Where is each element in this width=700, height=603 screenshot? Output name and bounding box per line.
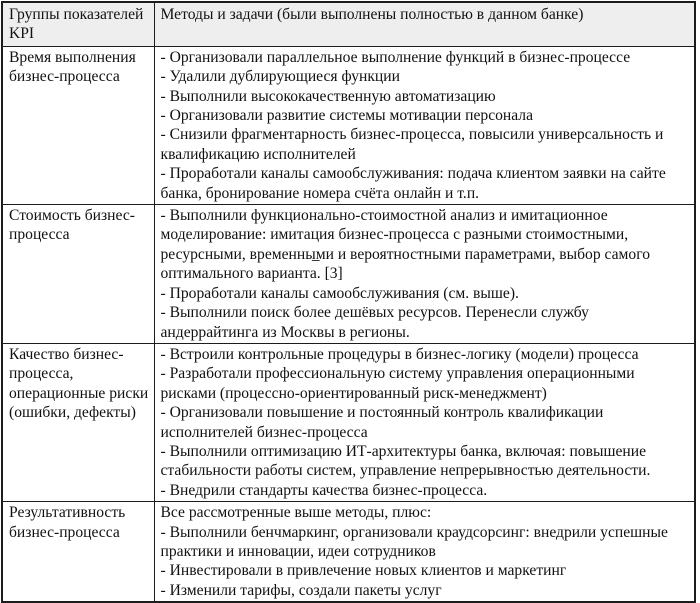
table-row — [2, 46, 695, 204]
kpi-methods-table-container — [1, 1, 696, 603]
table-row — [2, 502, 695, 603]
method-item: - Выполнили функционально-стоимостной анализ и имитационное моделирование: имитация бизнес-процесса с разными стоимостными, ресурсными, временны̲ми и вероятностными параметрами, выбор самого оптимального варианта. [3] — [160, 207, 651, 283]
method-item: - Выполнили высококачественную автоматизацию — [160, 87, 496, 105]
method-item: - Выполнили бенчмаркинг, организовали краудсорсинг: внедрили успешные практики и инновации, идеи сотрудников — [160, 523, 668, 560]
methods-cell — [154, 343, 695, 501]
table-row — [2, 205, 695, 344]
method-item: - Встроили контрольные процедуры в бизнес-логику (модели) процесса — [160, 345, 639, 363]
kpi-group-cell: Время выполнения бизнес-процесса — [2, 46, 154, 204]
column-header-methods: Методы и задачи (были выполнены полностью в данном банке) — [154, 2, 695, 46]
kpi-group-cell: Качество бизнес-процесса, операционные риски (ошибки, дефекты) — [2, 343, 154, 501]
methods-cell — [154, 46, 695, 204]
method-item: - Инвестировали в привлечение новых клиентов и маркетинг — [160, 562, 567, 580]
method-item: - Внедрили стандарты качества бизнес-процесса. — [160, 481, 488, 499]
method-item: - Проработали каналы самообслуживания (см. выше). — [160, 284, 519, 302]
method-item: - Удалили дублирующиеся функции — [160, 68, 400, 86]
header-row — [2, 2, 695, 46]
method-item: - Разработали профессиональную систему управления операционными рисками (процессно-ориентированный риск-менеджмент) — [160, 365, 635, 402]
table-body — [2, 46, 695, 602]
method-item: - Проработали каналы самообслуживания: подача клиентом заявки на сайте банка, бронирование номера счёта онлайн и т.п. — [160, 165, 666, 202]
method-item: - Выполнили поиск более дешёвых ресурсов. Перенесли службу андеррайтинга из Москвы в регионы. — [160, 304, 589, 341]
column-header-kpi-groups: Группы показателей KPI — [2, 2, 154, 46]
method-item: - Организовали развитие системы мотивации персонала — [160, 107, 534, 125]
method-item: - Снизили фрагментарность бизнес-процесса, повысили универсальность и квалификацию исполнителей — [160, 126, 664, 163]
methods-cell — [154, 205, 695, 344]
kpi-methods-table — [1, 1, 696, 603]
method-item: - Организовали параллельное выполнение функций в бизнес-процессе — [160, 48, 631, 66]
kpi-group-cell: Результативность бизнес-процесса — [2, 502, 154, 603]
methods-cell — [154, 502, 695, 603]
table-row — [2, 343, 695, 501]
kpi-group-cell: Стоимость бизнес-процесса — [2, 205, 154, 344]
method-item: - Изменили тарифы, создали пакеты услуг — [160, 581, 442, 599]
method-item: - Организовали повышение и постоянный контроль квалификации исполнителей бизнес-процесса — [160, 404, 604, 441]
method-item: - Выполнили оптимизацию ИТ-архитектуры банка, включая: повышение стабильности работы систем, управление непрерывностью деятельности. — [160, 442, 651, 480]
table-header — [2, 2, 695, 46]
method-item: Все рассмотренные выше методы, плюс: — [160, 504, 432, 522]
